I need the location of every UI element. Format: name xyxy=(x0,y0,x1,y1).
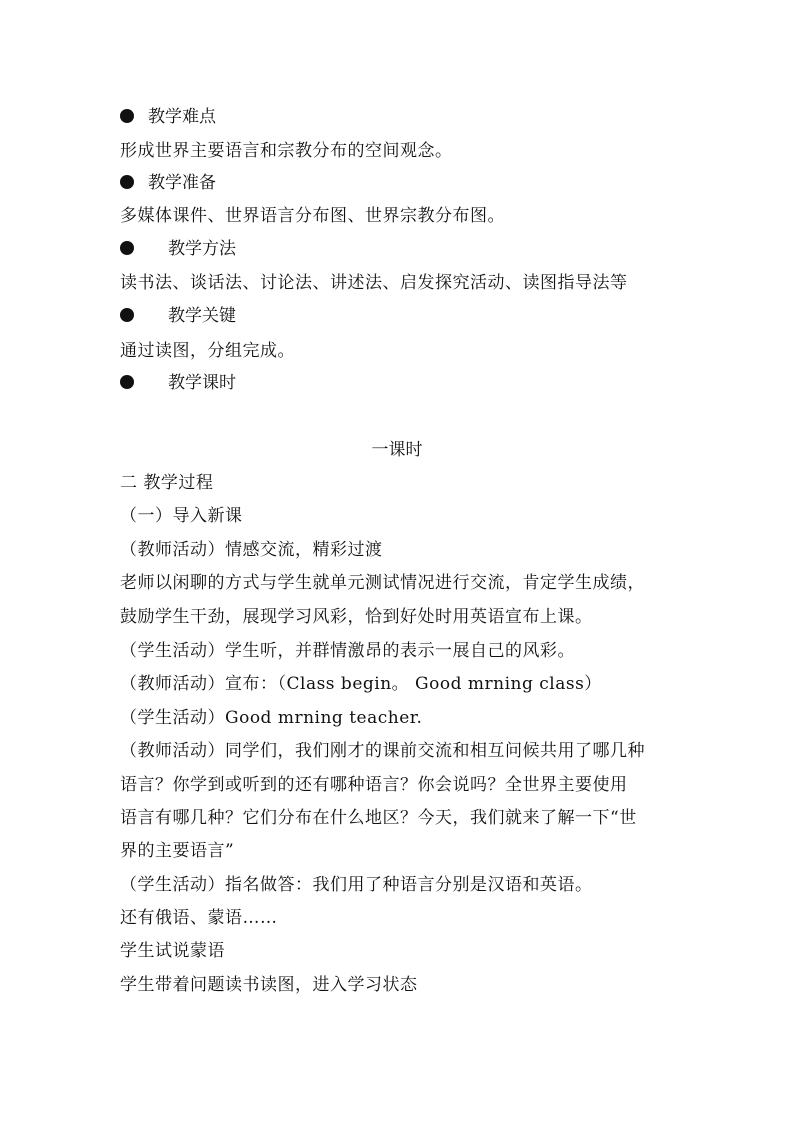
process-line: 语言？你学到或听到的还有哪种语言？你会说吗？全世界主要使用 xyxy=(120,775,628,795)
process-line: （教师活动）情感交流，精彩过渡 xyxy=(120,540,383,560)
key-heading-text: 教学关键 xyxy=(168,306,236,326)
process-subtitle: （一）导入新课 xyxy=(120,506,243,526)
difficulty-heading-text: 教学难点 xyxy=(148,107,216,127)
bullet-icon xyxy=(120,241,134,255)
preparation-heading xyxy=(120,172,216,194)
hours-heading-text: 教学课时 xyxy=(168,373,236,393)
process-line: 鼓励学生干劲，展现学习风彩，恰到好处时用英语宣布上课。 xyxy=(120,607,593,627)
process-line: （学生活动）指名做答：我们用了种语言分别是汉语和英语。 xyxy=(120,875,593,895)
process-title: 二 教学过程 xyxy=(120,473,214,493)
bullet-icon xyxy=(120,175,134,189)
bullet-icon xyxy=(120,308,134,322)
hours-heading xyxy=(120,372,236,394)
bullet-icon xyxy=(120,375,134,389)
method-heading xyxy=(120,238,236,260)
bullet-icon xyxy=(120,109,134,123)
process-line: 学生试说蒙语 xyxy=(120,941,225,961)
key-text: 通过读图，分组完成。 xyxy=(120,341,295,361)
method-text: 读书法、谈话法、讨论法、讲述法、启发探究活动、读图指导法等 xyxy=(120,273,628,293)
lesson-count: 一课时 xyxy=(371,440,423,460)
process-line: 语言有哪几种？它们分布在什么地区？今天，我们就来了解一下“世 xyxy=(120,808,637,828)
process-line: （教师活动）宣布：（Class begin。 Good mrning class） xyxy=(120,674,602,694)
method-heading-text: 教学方法 xyxy=(168,239,236,259)
process-line: 学生带着问题读书读图，进入学习状态 xyxy=(120,975,418,995)
difficulty-text: 形成世界主要语言和宗教分布的空间观念。 xyxy=(120,141,453,161)
preparation-heading-text: 教学准备 xyxy=(148,173,216,193)
process-line: （学生活动）Good mrning teacher. xyxy=(120,708,423,728)
difficulty-heading xyxy=(120,106,216,128)
process-line: （学生活动）学生听，并群情激昂的表示一展自己的风彩。 xyxy=(120,641,575,661)
process-line: 界的主要语言” xyxy=(120,841,235,861)
process-line: 老师以闲聊的方式与学生就单元测试情况进行交流，肯定学生成绩， xyxy=(120,573,645,593)
key-heading xyxy=(120,305,236,327)
process-line: （教师活动）同学们，我们刚才的课前交流和相互问候共用了哪几种 xyxy=(120,741,645,761)
process-line: 还有俄语、蒙语…… xyxy=(120,908,278,928)
preparation-text: 多媒体课件、世界语言分布图、世界宗教分布图。 xyxy=(120,206,505,226)
